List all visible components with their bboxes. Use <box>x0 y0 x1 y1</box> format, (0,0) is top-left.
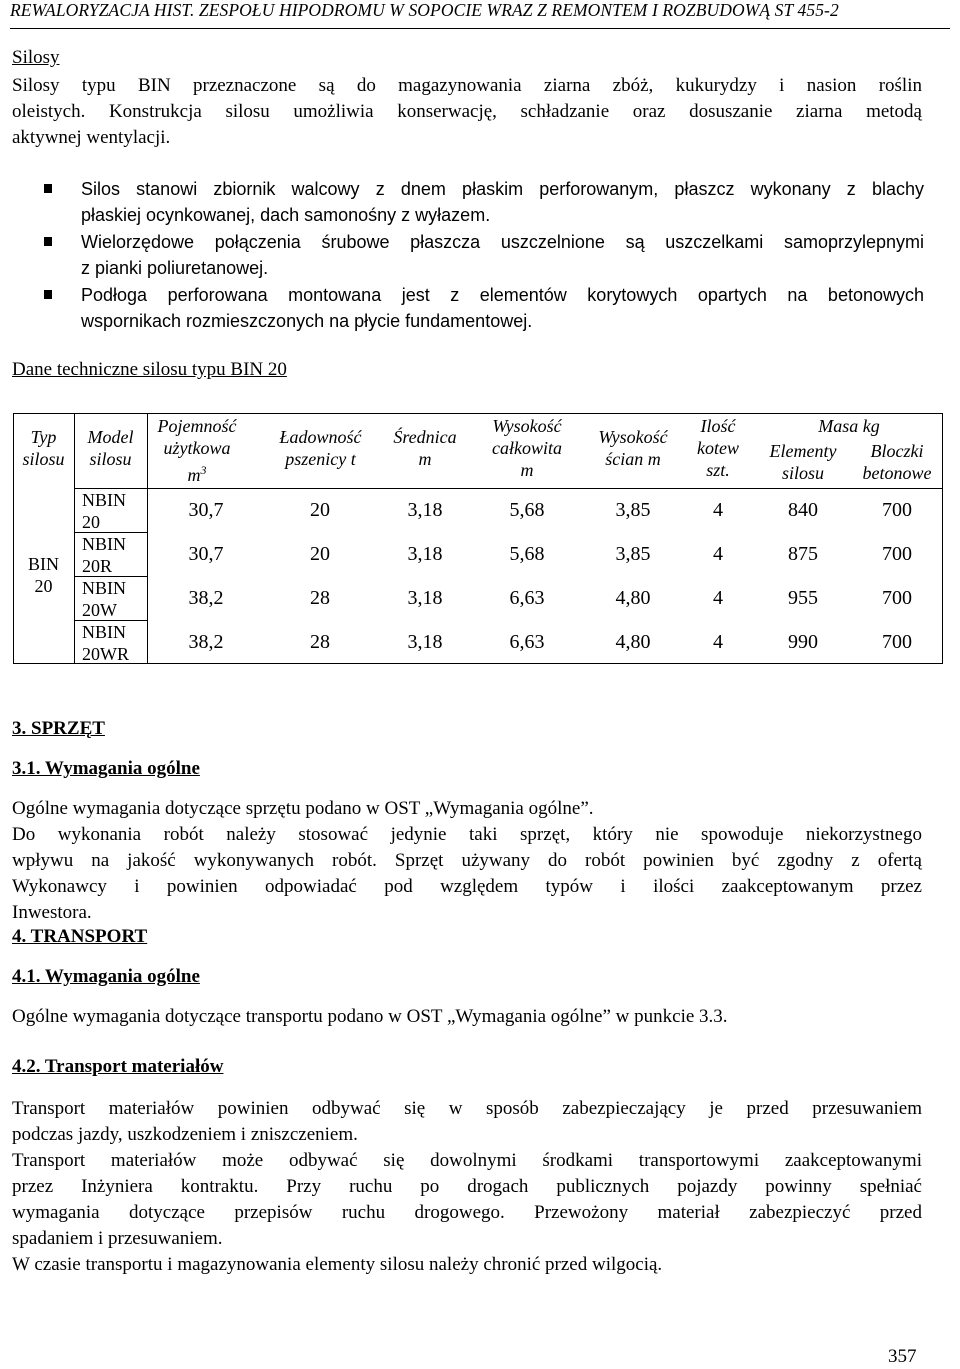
section-title-transport: 4. TRANSPORT <box>12 926 148 947</box>
header-text: Typ <box>30 427 57 447</box>
header-text: m <box>418 449 432 469</box>
cell-value: 4,80 <box>615 587 651 609</box>
table-border <box>13 663 942 664</box>
section-title-silosy: Silosy <box>12 47 60 68</box>
cell-value: 3,18 <box>407 631 443 653</box>
header-text: Wysokość <box>598 427 668 447</box>
header-text: m <box>520 460 534 480</box>
sec4-2-paragraph-1 <box>12 1096 922 1148</box>
header-text: silosu <box>22 449 65 469</box>
sec4-2-paragraph-3 <box>12 1252 922 1278</box>
header-text: betonowe <box>862 463 932 483</box>
header-text: Elementy <box>769 441 837 461</box>
cell-value: 4 <box>713 543 723 565</box>
cell-value: 6,63 <box>509 631 545 653</box>
header-text: Wysokość <box>492 416 562 436</box>
header-wysokosc-calkowita <box>472 415 582 481</box>
header-masa: Masa kg <box>818 416 880 436</box>
cell-text: BIN <box>28 554 59 574</box>
cell-value: 840 <box>788 499 818 521</box>
header-text: $m^3$ <box>187 463 207 485</box>
cell-text: NBIN <box>82 534 126 554</box>
subsection-title-3-1: 3.1. Wymagania ogólne <box>12 758 200 779</box>
text-line: wspornikach rozmieszczonych na płycie fundamentowej. <box>81 311 533 331</box>
header-text: Średnica <box>393 427 457 447</box>
sec4-1-paragraph <box>12 1004 922 1030</box>
cell-typ-value <box>13 553 74 597</box>
text-line: Silosy typu BIN przeznaczone są do magazynowania ziarna zbóż, kukurydzy i nasion roślin <box>12 75 922 96</box>
cell-value: 28 <box>310 631 330 653</box>
header-bloczki <box>851 440 943 484</box>
cell-value: 20 <box>310 543 330 565</box>
header-text: silosu <box>89 449 132 469</box>
square-bullet-icon <box>44 184 52 193</box>
header-typ <box>13 426 74 470</box>
cell-value: 30,7 <box>188 543 224 565</box>
text-line: Do wykonania robót należy stosować jedynie taki sprzęt, który nie spowoduje niekorzystnego <box>12 824 922 845</box>
text-line: spadaniem i przesuwaniem. <box>12 1228 223 1249</box>
cell-model <box>74 489 147 533</box>
sec4-2-paragraph-2 <box>12 1148 922 1252</box>
cell-value: 700 <box>882 543 912 565</box>
text-line: Ogólne wymagania dotyczące transportu podano w OST „Wymagania ogólne” w punkcie 3.3. <box>12 1006 728 1027</box>
cell-text: 20R <box>82 556 113 576</box>
cell-value: 28 <box>310 587 330 609</box>
text-line: podczas jazdy, uszkodzeniem i zniszczeniem. <box>12 1124 358 1145</box>
silosy-intro-paragraph <box>12 73 922 151</box>
text-line: płaskiej ocynkowanej, dach samonośny z wyłazem. <box>81 205 491 225</box>
header-ladownosc <box>263 426 378 470</box>
text-line: wymagania dotyczące przepisów ruchu drogowego. Przewożony materiał zabezpieczyć przed <box>12 1202 922 1223</box>
text-line: Silos stanowi zbiornik walcowy z dnem płaskim perforowanym, płaszcz wykonany z blachy <box>81 179 924 199</box>
text-line: z pianki poliuretanowej. <box>81 258 269 278</box>
table-border <box>147 488 942 489</box>
text-line: Ogólne wymagania dotyczące sprzętu podano w OST „Wymagania ogólne”. <box>12 798 594 819</box>
cell-value: 4 <box>713 587 723 609</box>
text-line: Inwestora. <box>12 902 92 923</box>
cell-value: 3,85 <box>615 499 651 521</box>
cell-value: 990 <box>788 631 818 653</box>
cell-value: 4,80 <box>615 631 651 653</box>
text-line: wpływu na jakość wykonywanych robót. Sprzęt używany do robót powinien być zgodny z ofertą <box>12 850 922 871</box>
text-line: Transport materiałów powinien odbywać się w sposób zabezpieczający je przed przesuwaniem <box>12 1098 922 1119</box>
cell-text: NBIN <box>82 578 126 598</box>
header-text: silosu <box>781 463 824 483</box>
header-text: całkowita <box>492 438 562 458</box>
cell-value: 4 <box>713 631 723 653</box>
text-line: Wykonawcy i powinien odpowiadać pod względem typów i ilości zaakceptowanym przez <box>12 876 922 897</box>
cell-text: 20 <box>34 576 53 596</box>
cell-value: 38,2 <box>188 587 224 609</box>
text-line: W czasie transportu i magazynowania elementy silosu należy chronić przed wilgocią. <box>12 1254 663 1275</box>
cell-model <box>74 577 147 621</box>
text-line: przez Inżyniera kontraktu. Przy ruchu po drogach publicznych pojazdy powinny spełniać <box>12 1176 922 1197</box>
cell-value: 700 <box>882 631 912 653</box>
cell-value: 700 <box>882 499 912 521</box>
subsection-title-4-2: 4.2. Transport materiałów <box>12 1056 224 1077</box>
cell-value: 6,63 <box>509 587 545 609</box>
cell-text: NBIN <box>82 490 126 510</box>
text-line: Podłoga perforowana montowana jest z elementów korytowych opartych na betonowych <box>81 285 924 305</box>
header-model <box>74 426 147 470</box>
cell-value: 5,68 <box>509 543 545 565</box>
header-wysokosc-scian <box>583 426 683 470</box>
sec3-paragraph-1 <box>12 796 922 822</box>
table-border <box>13 413 942 414</box>
header-pojemnosc <box>147 415 247 486</box>
cell-text: 20 <box>82 512 100 532</box>
cell-text: 20W <box>82 600 117 620</box>
cell-value: 875 <box>788 543 818 565</box>
header-text: kotew <box>697 438 739 458</box>
header-text: użytkowa <box>163 438 231 458</box>
cell-value: 5,68 <box>509 499 545 521</box>
header-text: pszenicy t <box>285 449 356 469</box>
sec3-paragraph-2 <box>12 822 922 926</box>
header-text: Pojemność <box>157 416 237 436</box>
header-srednica <box>380 426 470 470</box>
cell-model <box>74 621 147 665</box>
header-text: Ładowność <box>279 427 362 447</box>
cell-text: 20WR <box>82 644 129 664</box>
cell-value: 3,18 <box>407 499 443 521</box>
page-number: 357 <box>888 1346 917 1367</box>
text-line: oleistych. Konstrukcja silosu umożliwia konserwację, schładzanie oraz dosuszanie ziarna metodą <box>12 101 922 122</box>
header-text: Model <box>87 427 134 447</box>
header-text: Ilość <box>700 416 736 436</box>
cell-model <box>74 533 147 577</box>
page-header: REWALORYZACJA HIST. ZESPOŁU HIPODROMU W SOPOCIE WRAZ Z REMONTEM I ROZBUDOWĄ ST 455-2 <box>10 0 950 29</box>
cell-value: 700 <box>882 587 912 609</box>
cell-value: 955 <box>788 587 818 609</box>
subsection-title-4-1: 4.1. Wymagania ogólne <box>12 966 200 987</box>
text-line: Wielorzędowe połączenia śrubowe płaszcza uszczelnione są uszczelkami samoprzylepnymi <box>81 232 924 252</box>
header-elementy <box>755 440 851 484</box>
cell-value: 20 <box>310 499 330 521</box>
cell-value: 30,7 <box>188 499 224 521</box>
cell-text: NBIN <box>82 622 126 642</box>
text-line: aktywnej wentylacji. <box>12 127 171 148</box>
technical-data-table <box>13 413 942 664</box>
header-text: Bloczki <box>870 441 924 461</box>
table-caption: Dane techniczne silosu typu BIN 20 <box>12 359 287 380</box>
header-kotew <box>685 415 751 481</box>
header-text: ścian m <box>605 449 661 469</box>
cell-value: 4 <box>713 499 723 521</box>
section-title-sprzet: 3. SPRZĘT <box>12 718 105 739</box>
cell-value: 3,85 <box>615 543 651 565</box>
header-text: szt. <box>706 460 730 480</box>
cell-value: 38,2 <box>188 631 224 653</box>
text-line: Transport materiałów może odbywać się dowolnymi środkami transportowymi zaakceptowanymi <box>12 1150 922 1171</box>
cell-value: 3,18 <box>407 587 443 609</box>
cell-value: 3,18 <box>407 543 443 565</box>
square-bullet-icon <box>44 290 52 299</box>
square-bullet-icon <box>44 237 52 246</box>
